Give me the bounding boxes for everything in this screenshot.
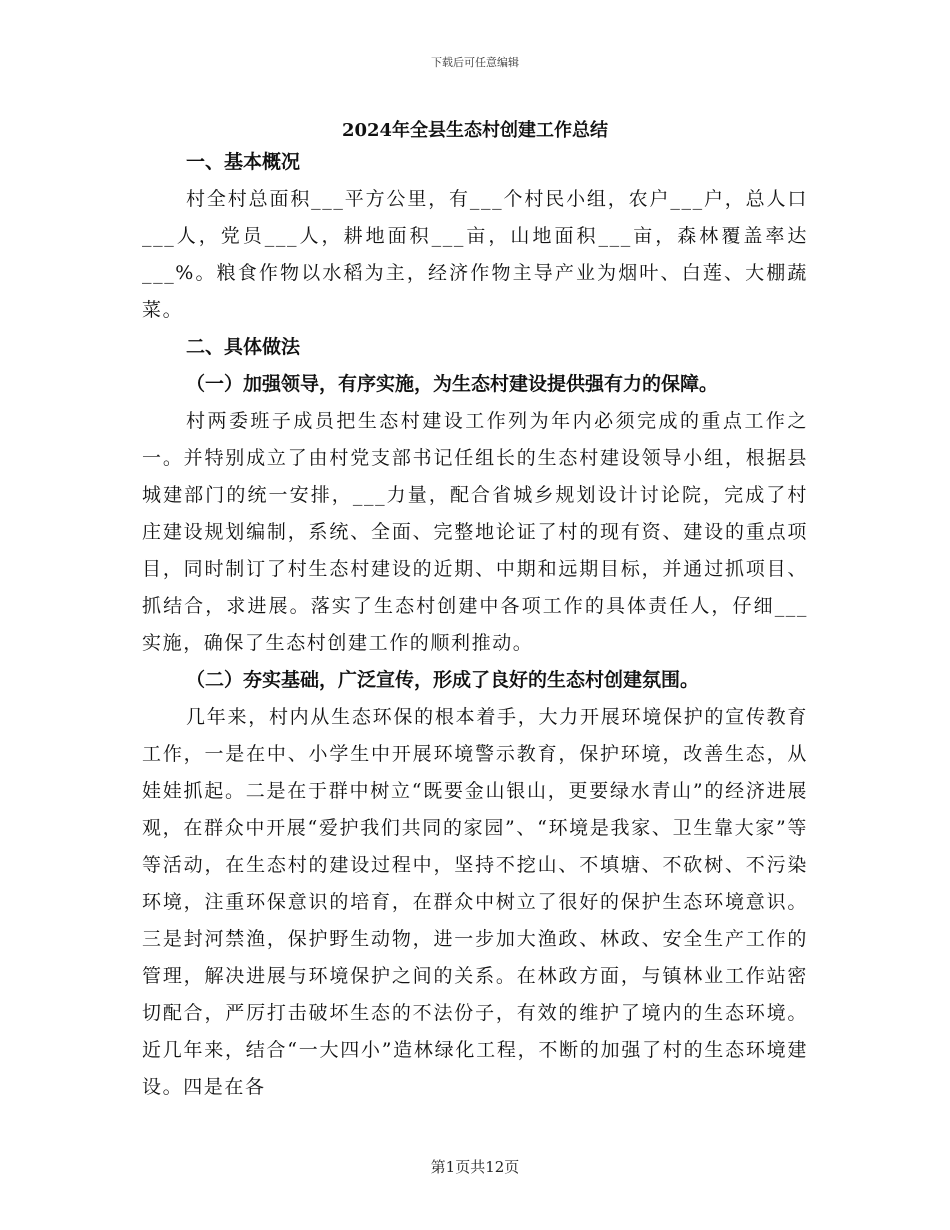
subheading-leadership: （一）加强领导，有序实施，为生态村建设提供强有力的保障。 <box>186 373 719 395</box>
paragraph-overview: 村全村总面积___平方公里，有___个村民小组，农户___户，总人口___人，党员___人，耕地面积___亩，山地面积___亩，森林覆盖率达___%。粮食作物以水稻为主，经济作物主导产业为烟叶、白莲、大棚蔬菜。 <box>142 188 808 321</box>
section-heading-overview: 一、基本概况 <box>186 151 301 173</box>
page-title: 2024年全县生态村创建工作总结 <box>341 120 609 141</box>
paragraph-publicity: 几年来，村内从生态环保的根本着手，大力开展环境保护的宣传教育工作，一是在中、小学生中开展环境警示教育，保护环境，改善生态，从娃娃抓起。二是在于群中树立“既要金山银山，更要绿水青山”的经济进展观，在群众中开展“爱护我们共同的家园”、“环境是我家、卫生靠大家”等等活动，在生态村的建设过程中，坚持不挖山、不填塘、不砍树、不污染环境，注重环保意识的培育，在群众中树立了很好的保护生态环境意识。三是封河禁渔，保护野生动物，进一步加大渔政、林政、安全生产工作的管理，解决进展与环境保护之间的关系。在林政方面，与镇林业工作站密切配合，严厉打击破坏生态的不法份子，有效的维护了境内的生态环境。近几年来，结合“一大四小”造林绿化工程，不断的加强了村的生态环境建设。四是在各 <box>142 706 808 1098</box>
paragraph-leadership: 村两委班子成员把生态村建设工作列为年内必须完成的重点工作之一。并特别成立了由村党支部书记任组长的生态村建设领导小组，根据县城建部门的统一安排，___力量，配合省城乡规划设计讨论院，完成了村庄建设规划编制，系统、全面、完整地论证了村的现有资、建设的重点项目，同时制订了村生态村建设的近期、中期和远期目标，并通过抓项目、抓结合，求进展。落实了生态村创建中各项工作的具体责任人，仔细___实施，确保了生态村创建工作的顺利推动。 <box>142 410 808 654</box>
header-note: 下载后可任意编辑 <box>431 56 519 69</box>
section-heading-practices: 二、具体做法 <box>186 336 301 358</box>
page-number-footer: 第1页共12页 <box>430 1158 520 1176</box>
subheading-publicity: （二）夯实基础，广泛宣传，形成了良好的生态村创建氛围。 <box>186 669 700 691</box>
document-body <box>142 144 808 1106</box>
